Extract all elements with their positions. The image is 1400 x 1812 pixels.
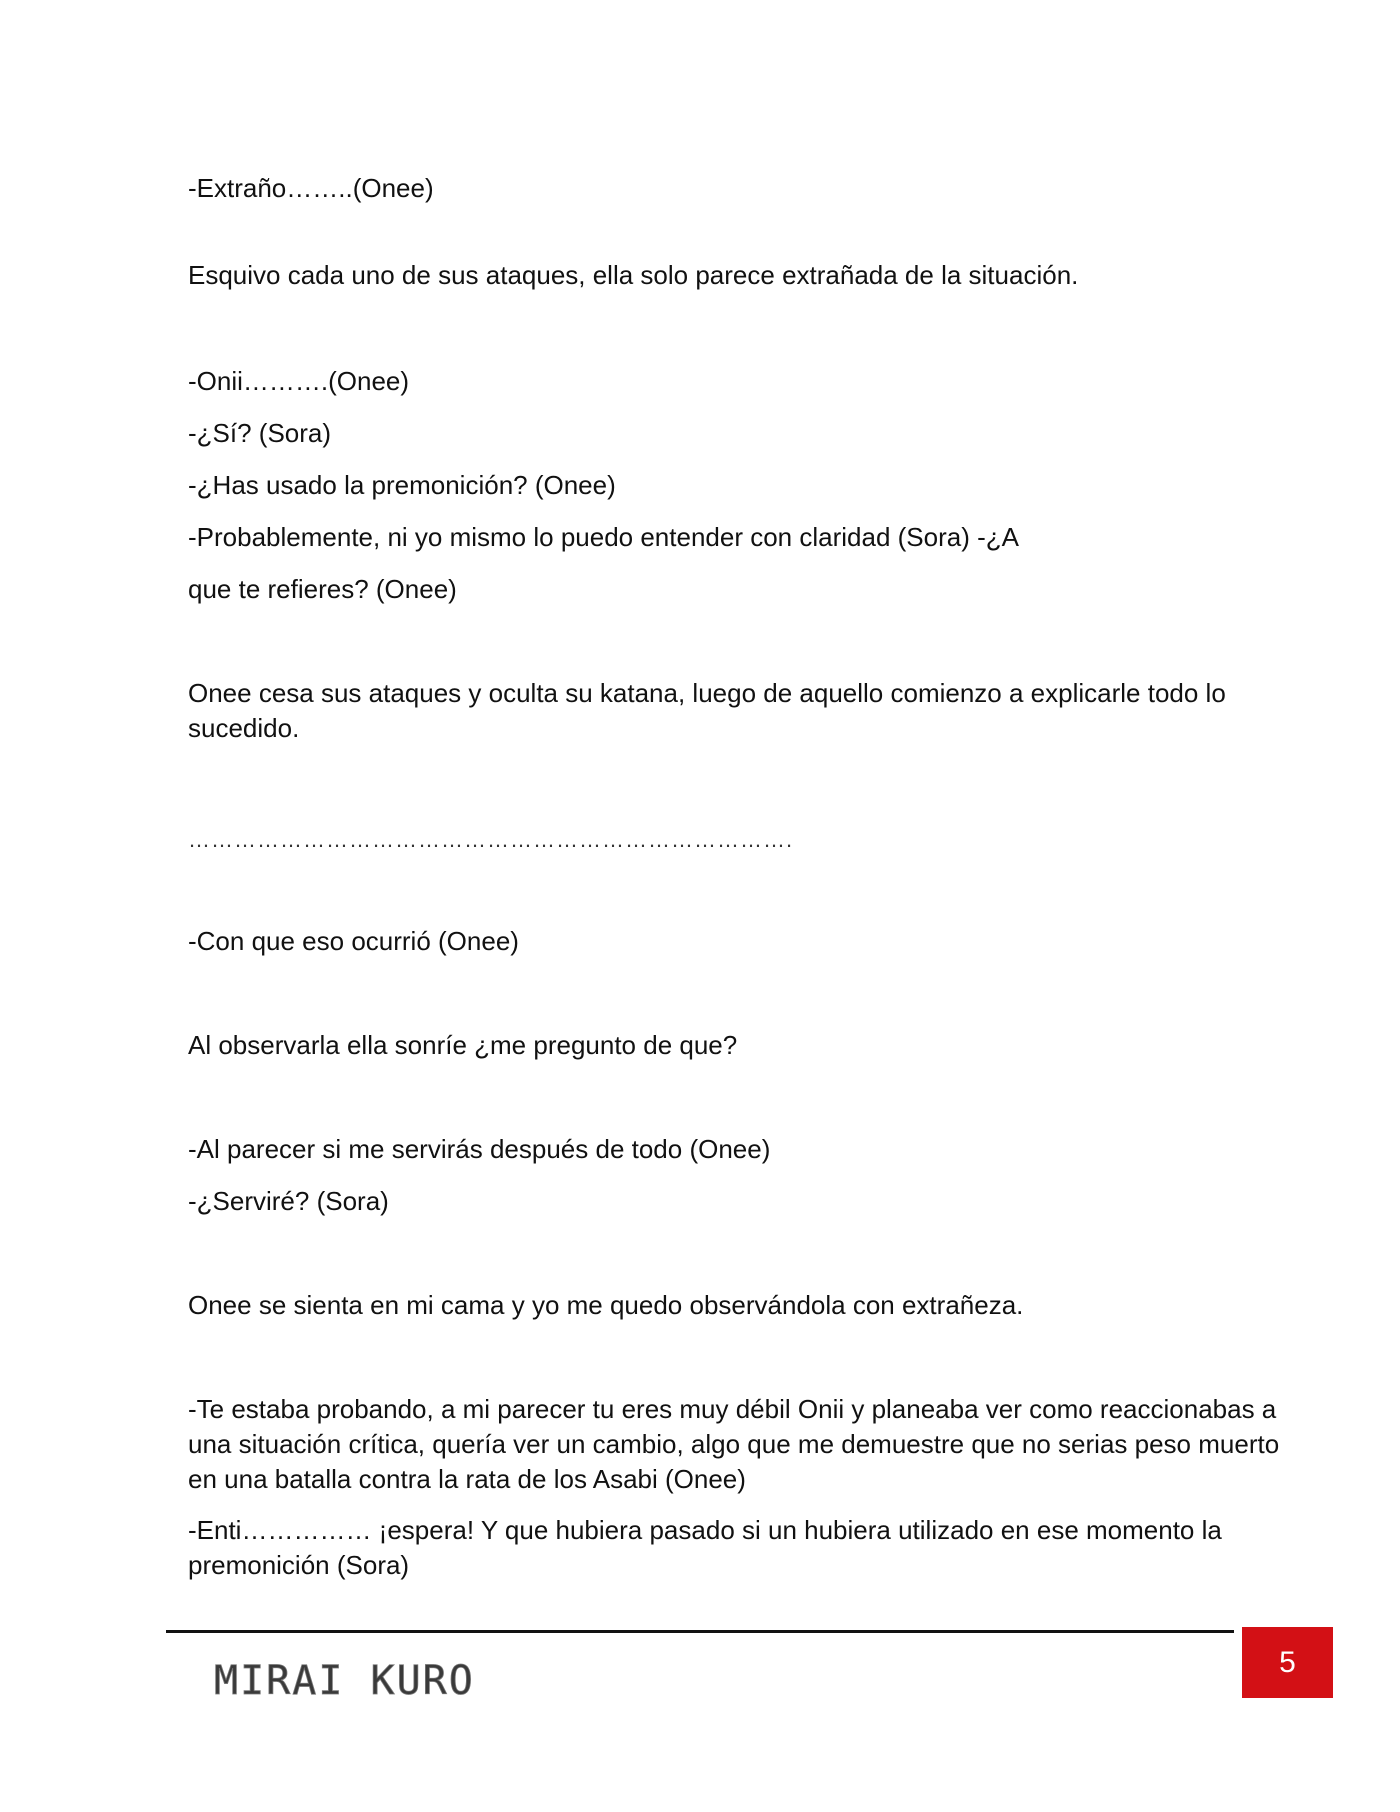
narration-line-3: Al observarla ella sonríe ¿me pregunto de que? xyxy=(188,1030,738,1060)
narration-line-1: Esquivo cada uno de sus ataques, ella solo parece extrañada de la situación. xyxy=(188,260,1079,290)
dialogue-line-3: -¿Sí? (Sora) xyxy=(188,418,332,448)
dialogue-line-8: -Al parecer si me servirás después de todo (Onee) xyxy=(188,1134,771,1164)
scene-break-dots: ……………………………………………………………………. xyxy=(188,827,794,852)
narration-line-4: Onee se sienta en mi cama y yo me quedo observándola con extrañeza. xyxy=(188,1290,1024,1320)
dialogue-line-4: -¿Has usado la premonición? (Onee) xyxy=(188,470,616,500)
dialogue-line-2: -Onii……….(Onee) xyxy=(188,366,410,396)
dialogue-line-1: -Extraño……..(Onee) xyxy=(188,173,434,203)
dialogue-paragraph-11: -Enti…………… ¡espera! Y que hubiera pasado si un hubiera utilizado en ese momento la premonición (Sora) xyxy=(188,1515,1222,1580)
dialogue-paragraph-10: -Te estaba probando, a mi parecer tu eres muy débil Onii y planeaba ver como reaccionabas a una situación crítica, quería ver un cambio, algo que me demuestre que no serias peso muerto en una batalla contra la rata de los Asabi (Onee) xyxy=(188,1394,1280,1494)
dialogue-line-9: -¿Serviré? (Sora) xyxy=(188,1186,389,1216)
logo-text: MIRAI KURO xyxy=(214,1658,475,1704)
dialogue-line-6: que te refieres? (Onee) xyxy=(188,574,457,604)
dialogue-line-7: -Con que eso ocurrió (Onee) xyxy=(188,926,519,956)
narration-paragraph-2: Onee cesa sus ataques y oculta su katana, luego de aquello comienzo a explicarle todo lo sucedido. xyxy=(188,678,1226,743)
page-number-badge xyxy=(1242,1627,1333,1698)
footer-rule xyxy=(166,1630,1234,1633)
mirai-kuro-logo xyxy=(214,1650,475,1710)
dialogue-line-5: -Probablemente, ni yo mismo lo puedo entender con claridad (Sora) -¿A xyxy=(188,522,1019,552)
page-number: 5 xyxy=(1279,1645,1296,1679)
